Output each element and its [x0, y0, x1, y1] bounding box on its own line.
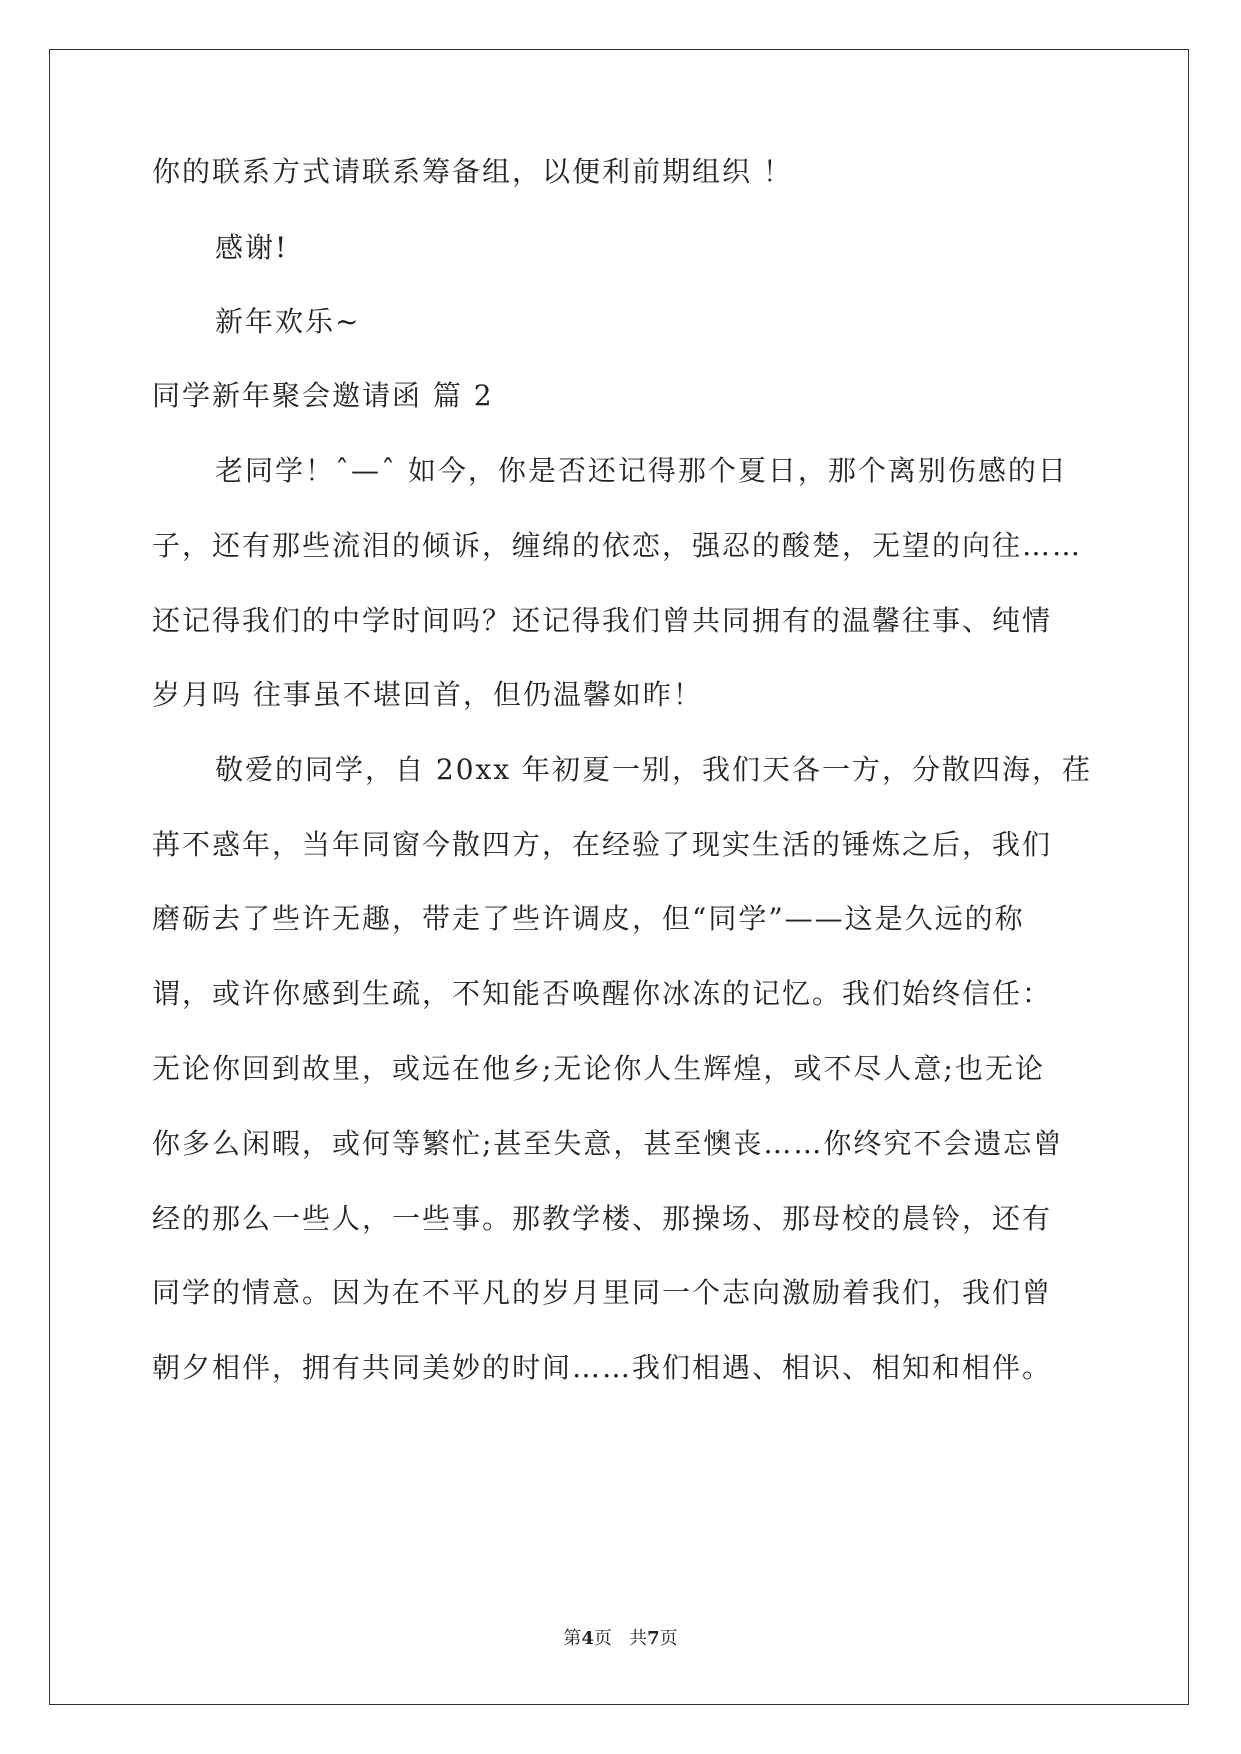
paragraph-line: 岁月吗 往事虽不堪回首，但仍温馨如昨！ — [152, 678, 703, 711]
page-border — [49, 49, 1189, 1705]
paragraph-line: 谓，或许你感到生疏，不知能否唤醒你冰冻的记忆。我们始终信任： — [152, 977, 1053, 1010]
section-heading: 同学新年聚会邀请函 篇 2 — [152, 379, 494, 412]
paragraph-line: 经的那么一些人，一些事。那教学楼、那操场、那母校的晨铃，还有 — [152, 1202, 1053, 1235]
paragraph-line: 你的联系方式请联系筹备组，以便利前期组织 ！ — [152, 155, 793, 188]
closing-thanks: 感谢! — [215, 231, 289, 264]
paragraph-line: 还记得我们的中学时间吗？还记得我们曾共同拥有的温馨往事、纯情 — [152, 604, 1053, 637]
paragraph-line: 子，还有那些流泪的倾诉，缠绵的依恋，强忍的酸楚，无望的向往…… — [152, 529, 1083, 562]
footer-total-suffix: 页 — [659, 1628, 678, 1649]
paragraph-line: 你多么闲暇，或何等繁忙;甚至失意，甚至懊丧……你终究不会遗忘曾 — [152, 1127, 1064, 1160]
page-footer — [0, 1627, 1241, 1651]
footer-prefix: 第 — [563, 1628, 582, 1649]
total-pages-number: 7 — [647, 1628, 660, 1649]
current-page-number: 4 — [581, 1628, 594, 1649]
paragraph-line: 苒不惑年，当年同窗今散四方，在经验了现实生活的锤炼之后，我们 — [152, 828, 1053, 861]
paragraph-line: 无论你回到故里，或远在他乡;无论你人生辉煌，或不尽人意;也无论 — [152, 1052, 1045, 1085]
paragraph-line: 磨砺去了些许无趣，带走了些许调皮，但“同学”——这是久远的称 — [152, 902, 1025, 935]
footer-total-prefix: 共 — [629, 1628, 648, 1649]
closing-greeting: 新年欢乐~ — [215, 305, 361, 338]
paragraph-line: 敬爱的同学，自 20xx 年初夏一别，我们天各一方，分散四海，荏 — [215, 753, 1093, 786]
paragraph-line: 老同学！ˆ—ˆ 如今，你是否还记得那个夏日，那个离别伤感的日 — [215, 454, 1068, 487]
footer-page-label: 页 — [593, 1628, 612, 1649]
paragraph-line: 朝夕相伴，拥有共同美妙的时间……我们相遇、相识、相知和相伴。 — [152, 1351, 1053, 1384]
paragraph-line: 同学的情意。因为在不平凡的岁月里同一个志向激励着我们，我们曾 — [152, 1276, 1053, 1309]
